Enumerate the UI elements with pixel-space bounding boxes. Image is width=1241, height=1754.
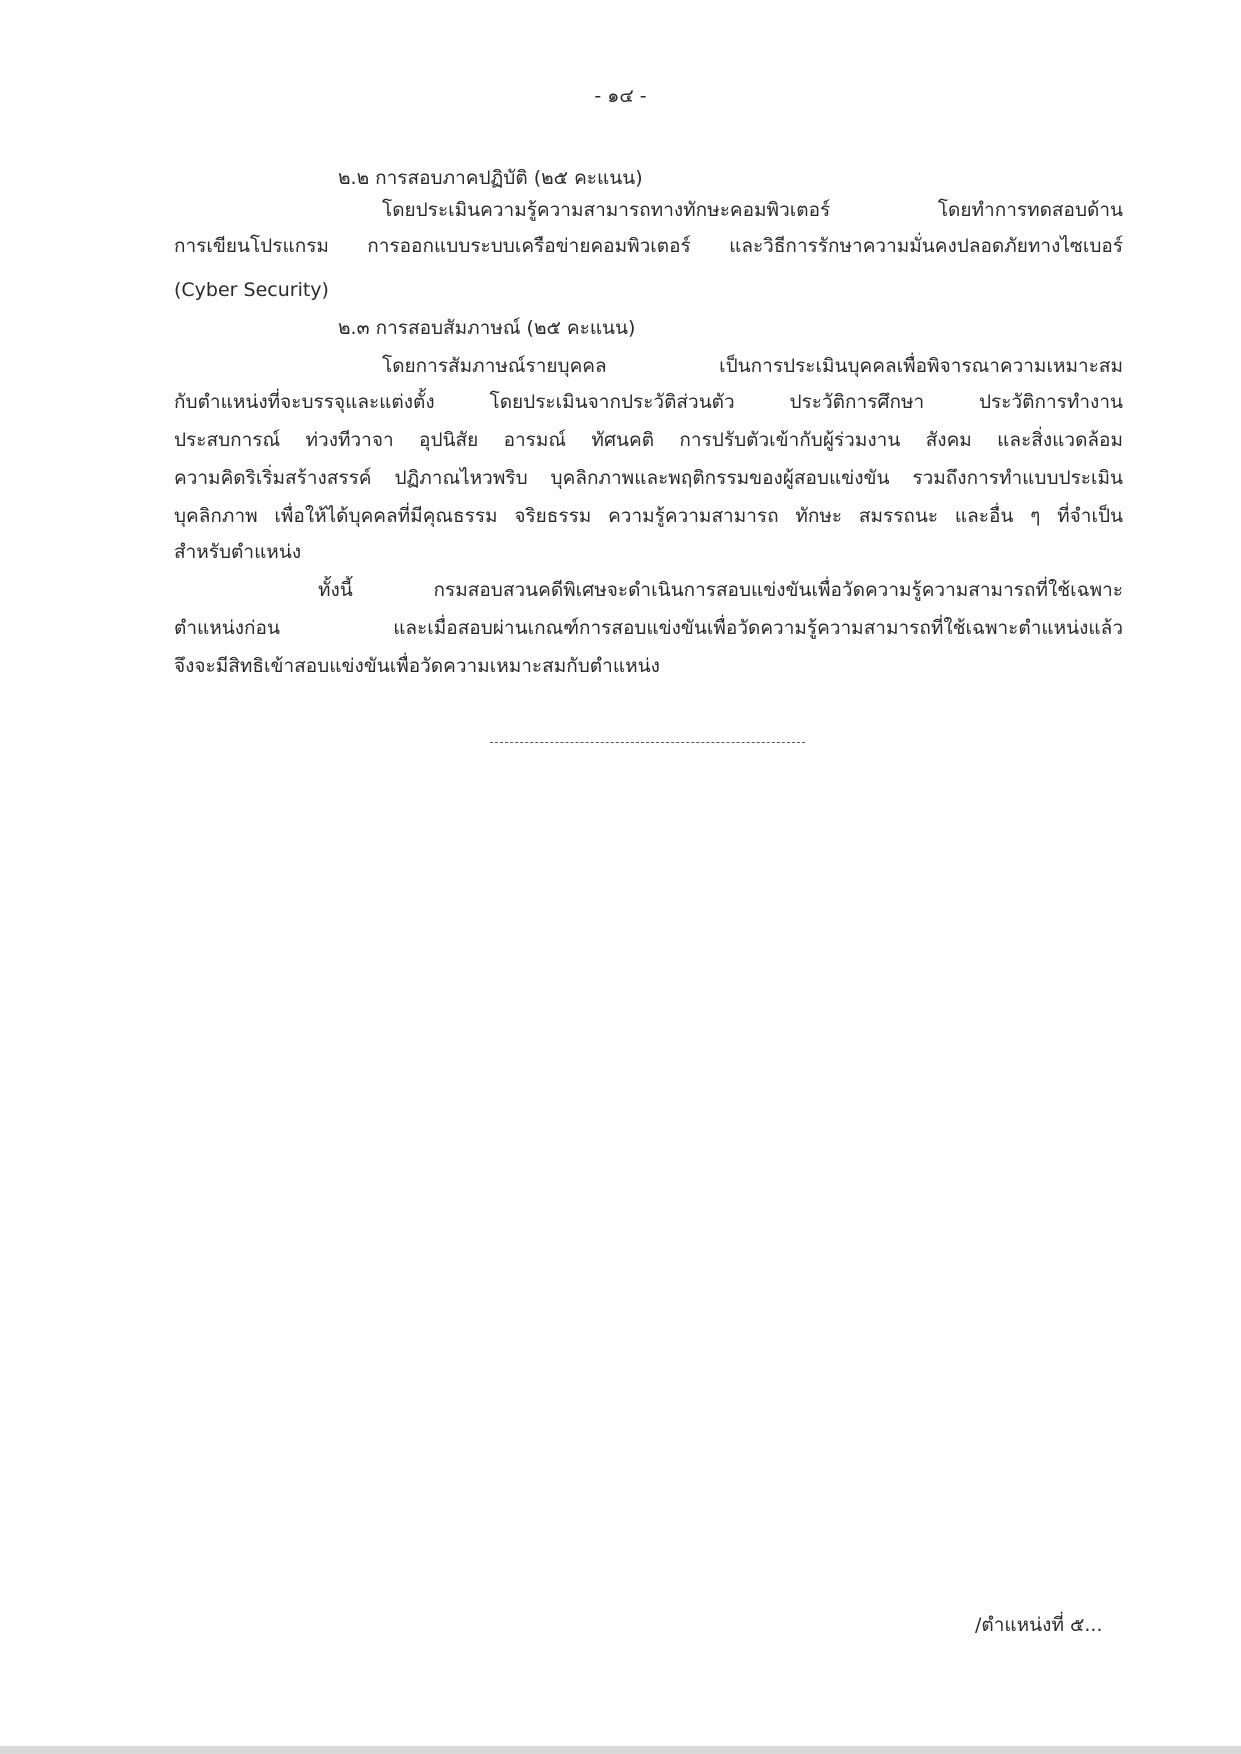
section-2-3-line-1: โดยการสัมภาษณ์รายบุคคล เป็นการประเมินบุคคลเพื่อพิจารณาความเหมาะสม <box>382 355 1123 377</box>
end-separator <box>490 742 805 743</box>
closing-line-2: ตำแหน่งก่อน และเมื่อสอบผ่านเกณฑ์การสอบแข่งขันเพื่อวัดความรู้ความสามารถที่ใช้เฉพาะตำแหน่งแล้ว <box>174 617 1123 639</box>
closing-line-3: จึงจะมีสิทธิเข้าสอบแข่งขันเพื่อวัดความเหมาะสมกับตำแหน่ง <box>174 655 660 677</box>
section-2-2-heading: ๒.๒ การสอบภาคปฏิบัติ (๒๕ คะแนน) <box>338 167 643 189</box>
section-2-3-line-4: ความคิดริเริ่มสร้างสรรค์ ปฏิภาณไหวพริบ บุคลิกภาพและพฤติกรรมของผู้สอบแข่งขัน รวมถึงการทำแบบประเมิน <box>174 467 1123 489</box>
section-2-2-line-2: การเขียนโปรแกรม การออกแบบระบบเครือข่ายคอมพิวเตอร์ และวิธีการรักษาความมั่นคงปลอดภัยทางไซเบอร์ <box>174 235 1123 257</box>
section-2-3-line-3: ประสบการณ์ ท่วงทีวาจา อุปนิสัย อารมณ์ ทัศนคติ การปรับตัวเข้ากับผู้ร่วมงาน สังคม และสิ่งแวดล้อม <box>174 429 1123 451</box>
section-2-3-line-6: สำหรับตำแหน่ง <box>174 541 302 563</box>
section-2-3-heading: ๒.๓ การสอบสัมภาษณ์ (๒๕ คะแนน) <box>338 317 636 339</box>
page-number: - ๑๔ - <box>594 85 647 107</box>
closing-line-1: ทั้งนี้ กรมสอบสวนคดีพิเศษจะดำเนินการสอบแข่งขันเพื่อวัดความรู้ความสามารถที่ใช้เฉพาะ <box>318 579 1123 601</box>
section-2-2-line-3: (Cyber Security) <box>174 279 329 301</box>
scan-edge <box>0 1746 1241 1754</box>
section-2-3-line-5: บุคลิกภาพ เพื่อให้ได้บุคคลที่มีคุณธรรม จริยธรรม ความรู้ความสามารถ ทักษะ สมรรถนะ และอื่น ๆ ที่จำเป็น <box>174 505 1123 527</box>
section-2-3-line-2: กับตำแหน่งที่จะบรรจุและแต่งตั้ง โดยประเมินจากประวัติส่วนตัว ประวัติการศึกษา ประวัติการทำงาน <box>174 391 1123 413</box>
section-2-2-line-1: โดยประเมินความรู้ความสามารถทางทักษะคอมพิวเตอร์ โดยทำการทดสอบด้าน <box>382 199 1123 221</box>
continuation-note: /ตำแหน่งที่ ๕... <box>975 1614 1103 1636</box>
